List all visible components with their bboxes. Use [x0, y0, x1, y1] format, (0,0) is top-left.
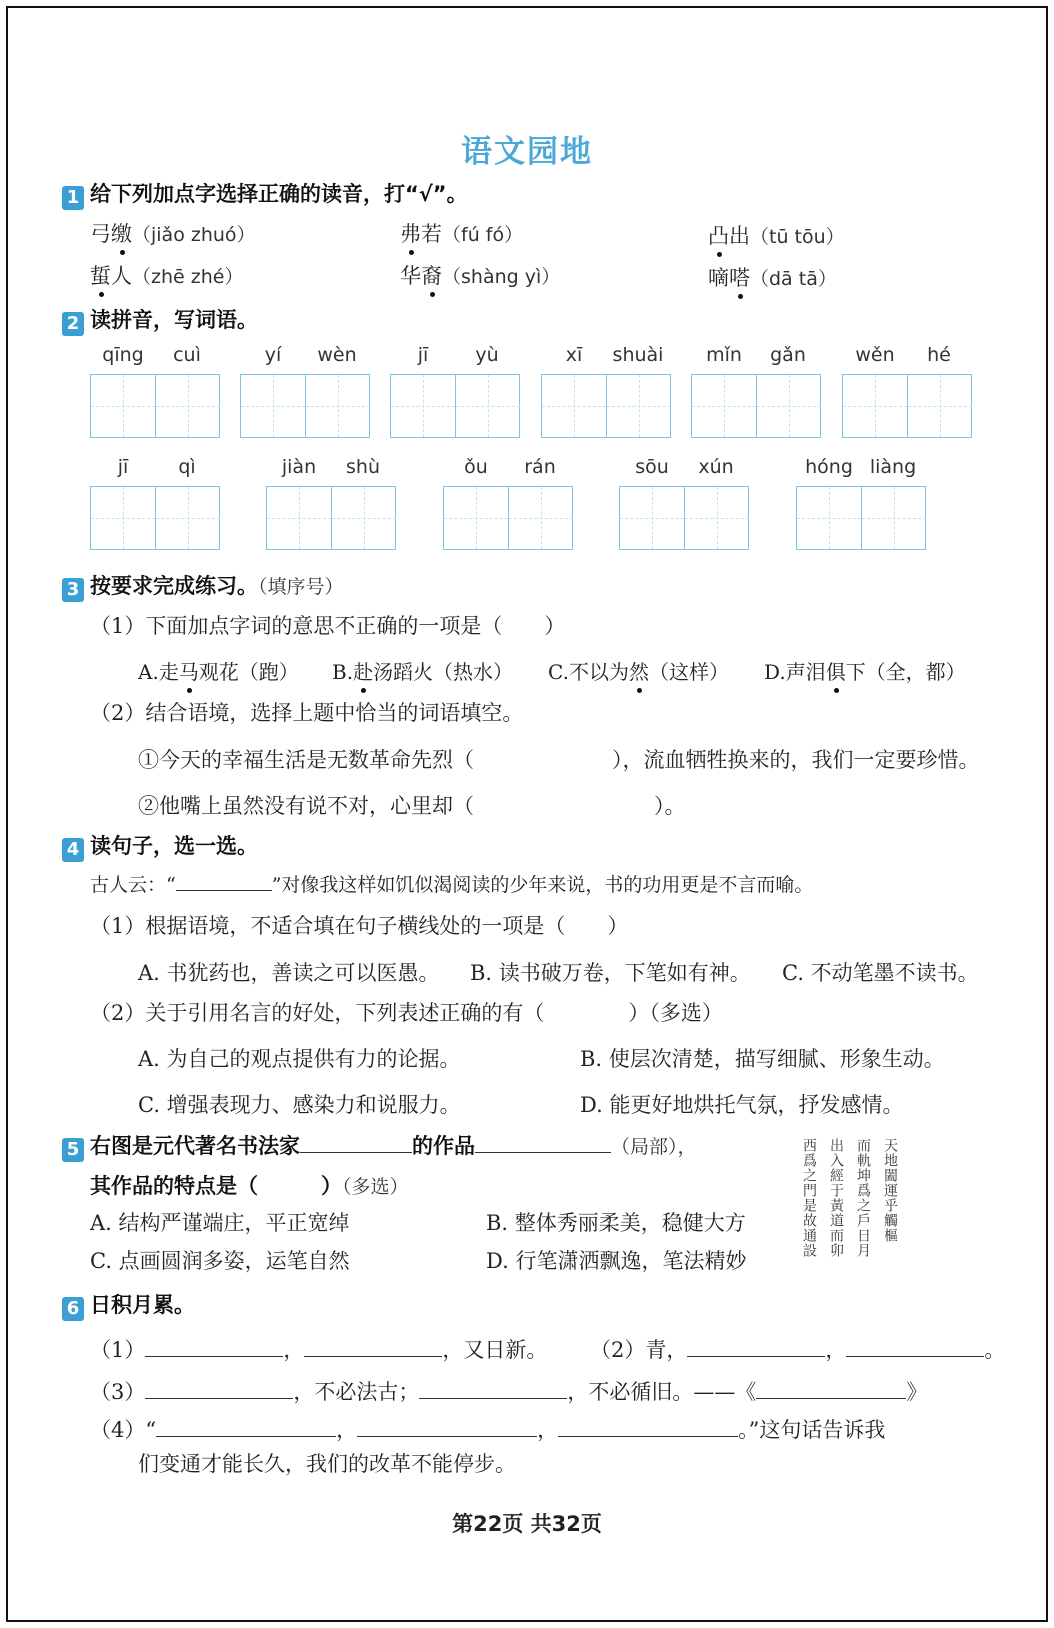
q6-line1	[90, 1334, 547, 1364]
q5-line2-text: 其作品的特点是（ ）	[90, 1174, 342, 1198]
q5-prompt-a: 右图是元代著名书法家	[90, 1134, 300, 1158]
question-1-number: 1	[62, 186, 84, 210]
pinyin-syllable: cuì	[173, 344, 201, 366]
question-4-number: 4	[62, 838, 84, 862]
q3-option-dot: 然	[628, 660, 649, 684]
writing-cell[interactable]	[444, 487, 508, 549]
writing-cell[interactable]	[692, 375, 756, 437]
tianzige-box[interactable]	[390, 374, 520, 438]
writing-cell[interactable]	[155, 375, 220, 437]
q6-item4-end: 。”这句话告诉我	[738, 1418, 886, 1442]
question-1-heading	[62, 178, 468, 210]
q6-source-blank[interactable]	[756, 1378, 906, 1399]
q4-sub2-option-b: B. 使层次清楚，描写细腻、形象生动。	[580, 1047, 945, 1071]
q4-sub1: （1）根据语境，不适合填在句子横线处的一项是（ ）	[90, 914, 629, 938]
q3-option-post: （这样）	[648, 660, 729, 684]
pinyin-syllable: yù	[475, 344, 499, 366]
q3-option	[332, 656, 513, 685]
q3-option-post: 下（全，都）	[845, 660, 966, 684]
tianzige-box[interactable]	[240, 374, 370, 438]
q6-item3-close: 》	[906, 1380, 928, 1404]
pinyin-syllable: yí	[264, 344, 282, 366]
q3-option	[548, 656, 729, 685]
q5-option-c: C. 点画圆润多姿，运笔自然	[90, 1249, 350, 1273]
q3-option-dot: 俱	[825, 660, 846, 684]
q1-pinyin-options[interactable]: （tū tōu）	[750, 226, 845, 248]
q3-option-label: C.	[548, 660, 569, 684]
q6-comma: ，	[283, 1338, 305, 1362]
q6-item4-label: （4）“	[90, 1418, 157, 1442]
q6-blank[interactable]	[419, 1378, 567, 1399]
pinyin-syllable: xī	[565, 344, 583, 366]
q1-dotted-char: 凸	[708, 224, 729, 248]
writing-cell[interactable]	[542, 375, 606, 437]
question-3-heading	[62, 570, 344, 602]
pinyin-syllable: xún	[698, 456, 734, 478]
q4-sub1-option-a: A. 书犹药也，善读之可以医愚。	[138, 961, 440, 985]
tianzige-box[interactable]	[796, 486, 926, 550]
q1-word-prefix: 嘀	[708, 266, 729, 290]
q1-word-suffix: 若	[421, 222, 442, 246]
pinyin-syllable: hé	[927, 344, 951, 366]
tianzige-box[interactable]	[842, 374, 972, 438]
question-6-prompt: 日积月累。	[90, 1293, 195, 1317]
q6-comma: ，	[537, 1418, 559, 1442]
q6-blank[interactable]	[145, 1378, 293, 1399]
q1-word-suffix: 人	[111, 264, 132, 288]
question-3-note: （填序号）	[258, 576, 344, 598]
q3-option-post: 观花（跑）	[198, 660, 299, 684]
question-3-prompt: 按要求完成练习。	[90, 574, 258, 598]
tianzige-box[interactable]	[619, 486, 749, 550]
q1-dotted-char: 嗒	[729, 266, 750, 290]
question-4-heading	[62, 830, 258, 862]
q6-blank[interactable]	[357, 1416, 537, 1437]
writing-cell[interactable]	[391, 375, 455, 437]
q3-option-pre: 不以为	[568, 660, 629, 684]
question-1-prompt: 给下列加点字选择正确的读音，打“√”。	[90, 182, 468, 206]
writing-cell[interactable]	[241, 375, 305, 437]
q6-item2-label: （2）青，	[590, 1338, 688, 1362]
q5-option-a: A. 结构严谨端庄，平正宽绰	[90, 1211, 350, 1235]
q6-item3-label: （3）	[90, 1380, 146, 1404]
pinyin-syllable: gǎn	[770, 344, 806, 366]
q3-sub2: （2）结合语境，选择上题中恰当的词语填空。	[90, 701, 524, 725]
pinyin-syllable: shù	[346, 456, 380, 478]
q6-item1-label: （1）	[90, 1338, 146, 1362]
q6-blank[interactable]	[304, 1336, 442, 1357]
q6-item3-mid: ，不必法古；	[293, 1380, 420, 1404]
writing-cell[interactable]	[91, 487, 155, 549]
q6-item1-end: ，又日新。	[442, 1338, 548, 1362]
calligraphy-column: 西爲之門是故通設	[801, 1138, 817, 1258]
q6-item3-source: ，不必循旧。——《	[567, 1380, 757, 1404]
q4-sub2: （2）关于引用名言的好处，下列表述正确的有（ ）（多选）	[90, 1001, 723, 1025]
q3-option-label: D.	[764, 660, 786, 684]
question-5-number: 5	[62, 1138, 84, 1162]
writing-cell[interactable]	[508, 487, 573, 549]
q4-sub2-option-d: D. 能更好地烘托气氛，抒发感情。	[580, 1093, 904, 1117]
q6-comma: ，	[336, 1418, 358, 1442]
q5-prompt-b: 的作品	[412, 1134, 475, 1158]
page-footer: 第22页 共32页	[452, 1512, 602, 1536]
q6-blank[interactable]	[156, 1416, 336, 1437]
calligraphy-column: 天地闔運乎觸樞	[882, 1138, 898, 1243]
pinyin-syllable: ǒu	[464, 456, 488, 478]
writing-cell[interactable]	[267, 487, 331, 549]
q6-line3	[90, 1414, 885, 1444]
pinyin-syllable: hóng	[805, 456, 853, 478]
question-2-prompt: 读拼音，写词语。	[90, 308, 258, 332]
q3-option-pre: 声泪	[785, 660, 826, 684]
q1-pinyin-options[interactable]: （jiǎo zhuó）	[132, 224, 256, 246]
pinyin-syllable: rán	[524, 456, 556, 478]
writing-cell[interactable]	[756, 375, 821, 437]
writing-cell[interactable]	[606, 375, 671, 437]
q1-item	[400, 260, 560, 290]
q4-quote-blank[interactable]	[176, 870, 272, 891]
q3-option-dot: 马	[178, 660, 199, 684]
q6-blank[interactable]	[687, 1336, 825, 1357]
q6-comma: ，	[825, 1338, 847, 1362]
pinyin-syllable: liàng	[869, 456, 917, 478]
pinyin-syllable: qì	[178, 456, 196, 478]
q6-period: 。	[984, 1338, 1006, 1362]
writing-cell[interactable]	[91, 375, 155, 437]
q4-sentence-end: ”对像我这样如饥似渴阅读的少年来说，书的功用更是不言而喻。	[271, 874, 814, 896]
q5-calligrapher-blank[interactable]	[300, 1132, 412, 1153]
q1-dotted-char: 蜇	[90, 264, 111, 288]
writing-cell[interactable]	[861, 487, 926, 549]
calligraphy-column: 出入經于黃道而卯	[828, 1138, 844, 1258]
q3-option	[138, 656, 299, 685]
q5-option-d: D. 行笔潇洒飘逸，笔法精妙	[486, 1249, 747, 1273]
q1-dotted-char: 弗	[400, 222, 421, 246]
q1-dotted-char: 裔	[421, 264, 442, 288]
q1-word-suffix: 出	[729, 224, 750, 248]
writing-cell[interactable]	[331, 487, 396, 549]
q1-pinyin-options[interactable]: （dā tā）	[750, 268, 837, 290]
tianzige-box[interactable]	[90, 486, 220, 550]
question-4-prompt: 读句子，选一选。	[90, 834, 258, 858]
question-5-heading	[62, 1130, 697, 1162]
q1-pinyin-options[interactable]: （zhē zhé）	[132, 266, 244, 288]
question-3-number: 3	[62, 578, 84, 602]
question-6-number: 6	[62, 1297, 84, 1321]
q6-blank[interactable]	[846, 1336, 984, 1357]
q3-sub2-line2-left: ②他嘴上虽然没有说不对，心里却（	[138, 794, 474, 818]
q4-quote-sentence	[90, 870, 813, 897]
pinyin-syllable: jiàn	[281, 456, 317, 478]
pinyin-syllable: wèn	[317, 344, 357, 366]
q3-option-post: 汤蹈火（热水）	[373, 660, 514, 684]
pinyin-syllable: jī	[417, 344, 429, 366]
writing-cell[interactable]	[843, 375, 907, 437]
page-title: 语文园地	[461, 134, 593, 170]
q3-sub2-line2-right: ）。	[654, 794, 686, 818]
q3-sub2-line1-left: ①今天的幸福生活是无数革命先烈（	[138, 748, 474, 772]
tianzige-box[interactable]	[691, 374, 821, 438]
q5-line2	[90, 1170, 409, 1200]
pinyin-syllable: mǐn	[706, 344, 742, 366]
q4-sub2-option-c: C. 增强表现力、感染力和说服力。	[138, 1093, 461, 1117]
q1-pinyin-options[interactable]: （shàng yì）	[442, 266, 561, 288]
q6-line1-item2	[590, 1334, 1005, 1364]
tianzige-box[interactable]	[266, 486, 396, 550]
q1-item	[90, 260, 243, 290]
q6-blank[interactable]	[145, 1336, 283, 1357]
q3-sub2-line1-right: ），流血牺牲换来的，我们一定要珍惜。	[612, 748, 980, 772]
q3-option-label: A.	[138, 660, 159, 684]
q4-sentence-start: 古人云：“	[90, 874, 176, 896]
writing-cell[interactable]	[907, 375, 972, 437]
calligraphy-column: 而軌坤爲之戶日月	[855, 1138, 871, 1258]
q4-sub1-option-b: B. 读书破万卷，下笔如有神。	[470, 961, 751, 985]
q5-work-blank[interactable]	[475, 1132, 611, 1153]
q3-option	[764, 656, 966, 685]
q3-option-label: B.	[332, 660, 354, 684]
pinyin-syllable: wěn	[855, 344, 895, 366]
calligraphy-sample	[801, 1138, 900, 1300]
q1-dotted-char: 缴	[111, 222, 132, 246]
q3-option-pre: 走	[158, 660, 179, 684]
tianzige-box[interactable]	[541, 374, 671, 438]
writing-cell[interactable]	[305, 375, 370, 437]
q4-sub2-option-a: A. 为自己的观点提供有力的论据。	[138, 1047, 461, 1071]
pinyin-syllable: qīng	[102, 344, 144, 366]
writing-cell[interactable]	[455, 375, 520, 437]
q5-option-b: B. 整体秀丽柔美，稳健大方	[486, 1211, 746, 1235]
q3-sub1: （1）下面加点字词的意思不正确的一项是（ ）	[90, 614, 566, 638]
q5-note: （局部），	[611, 1136, 697, 1158]
question-2-heading	[62, 304, 258, 336]
q1-item	[708, 262, 837, 292]
q1-item	[400, 218, 523, 248]
q4-sub1-option-c: C. 不动笔墨不读书。	[782, 961, 979, 985]
tianzige-box[interactable]	[443, 486, 573, 550]
q3-option-dot: 赴	[353, 660, 374, 684]
writing-cell[interactable]	[797, 487, 861, 549]
q1-item	[90, 218, 256, 248]
q1-pinyin-options[interactable]: （fú fó）	[442, 224, 524, 246]
question-6-heading	[62, 1289, 195, 1321]
q6-line4: 们变通才能长久，我们的改革不能停步。	[138, 1452, 516, 1476]
q1-item	[708, 220, 845, 250]
writing-cell[interactable]	[155, 487, 220, 549]
q6-line2	[90, 1376, 927, 1406]
question-2-number: 2	[62, 312, 84, 336]
writing-cell[interactable]	[620, 487, 684, 549]
q5-line2-note: （多选）	[342, 1176, 409, 1198]
q1-word-prefix: 弓	[90, 222, 111, 246]
pinyin-syllable: sōu	[635, 456, 669, 478]
pinyin-syllable: jī	[117, 456, 129, 478]
tianzige-box[interactable]	[90, 374, 220, 438]
pinyin-syllable: shuài	[612, 344, 664, 366]
q1-word-prefix: 华	[400, 264, 421, 288]
writing-cell[interactable]	[684, 487, 749, 549]
q6-blank[interactable]	[558, 1416, 738, 1437]
